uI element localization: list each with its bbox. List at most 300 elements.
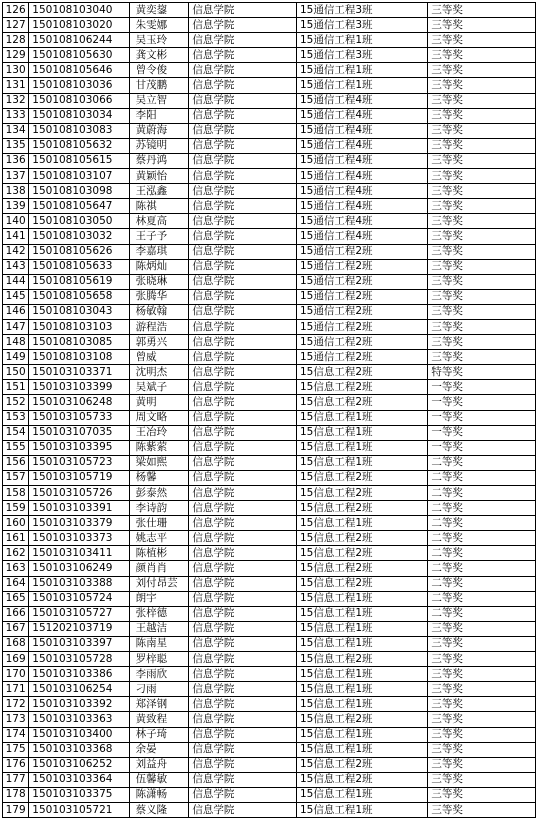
student-name-cell: 伍馨敏: [129, 772, 189, 787]
class-name-cell: 15信息工程1班: [296, 516, 427, 531]
row-number-cell: 154: [3, 425, 29, 440]
student-name-cell: 吴立智: [129, 93, 189, 108]
award-level-cell: 三等奖: [428, 33, 536, 48]
row-number-cell: 133: [3, 108, 29, 123]
college-cell: 信息学院: [189, 350, 297, 365]
class-name-cell: 15通信工程2班: [296, 289, 427, 304]
class-name-cell: 15信息工程2班: [296, 395, 427, 410]
college-cell: 信息学院: [189, 365, 297, 380]
class-name-cell: 15信息工程2班: [296, 712, 427, 727]
row-number-cell: 138: [3, 184, 29, 199]
award-level-cell: 二等奖: [428, 561, 536, 576]
row-number-cell: 174: [3, 727, 29, 742]
college-cell: 信息学院: [189, 199, 297, 214]
table-row: [3, 531, 536, 546]
college-cell: 信息学院: [189, 78, 297, 93]
table-row: [3, 455, 536, 470]
college-cell: 信息学院: [189, 259, 297, 274]
college-cell: 信息学院: [189, 621, 297, 636]
college-cell: 信息学院: [189, 636, 297, 651]
class-name-cell: 15通信工程1班: [296, 33, 427, 48]
row-number-cell: 142: [3, 244, 29, 259]
award-level-cell: 三等奖: [428, 259, 536, 274]
class-name-cell: 15通信工程2班: [296, 244, 427, 259]
student-name-cell: 曾令俊: [129, 63, 189, 78]
table-row: [3, 682, 536, 697]
row-number-cell: 171: [3, 682, 29, 697]
row-number-cell: 155: [3, 440, 29, 455]
college-cell: 信息学院: [189, 380, 297, 395]
college-cell: 信息学院: [189, 576, 297, 591]
college-cell: 信息学院: [189, 93, 297, 108]
college-cell: 信息学院: [189, 772, 297, 787]
student-id-cell: 150103106248: [29, 395, 129, 410]
row-number-cell: 164: [3, 576, 29, 591]
student-id-cell: 150103103400: [29, 727, 129, 742]
class-name-cell: 15信息工程1班: [296, 636, 427, 651]
award-level-cell: 二等奖: [428, 501, 536, 516]
college-cell: 信息学院: [189, 138, 297, 153]
row-number-cell: 127: [3, 18, 29, 33]
award-level-cell: 三等奖: [428, 621, 536, 636]
class-name-cell: 15信息工程1班: [296, 455, 427, 470]
award-level-cell: 三等奖: [428, 63, 536, 78]
row-number-cell: 146: [3, 304, 29, 319]
student-name-cell: 林夏高: [129, 214, 189, 229]
student-name-cell: 陈紫萦: [129, 440, 189, 455]
college-cell: 信息学院: [189, 531, 297, 546]
student-name-cell: 李嘉琪: [129, 244, 189, 259]
award-level-cell: 三等奖: [428, 697, 536, 712]
student-id-cell: 150108105658: [29, 289, 129, 304]
table-row: [3, 757, 536, 772]
student-name-cell: 沈明杰: [129, 365, 189, 380]
college-cell: 信息学院: [189, 48, 297, 63]
table-row: [3, 667, 536, 682]
college-cell: 信息学院: [189, 244, 297, 259]
college-cell: 信息学院: [189, 63, 297, 78]
college-cell: 信息学院: [189, 289, 297, 304]
table-row: [3, 274, 536, 289]
student-id-cell: 150103106252: [29, 757, 129, 772]
table-row: [3, 18, 536, 33]
student-name-cell: 曾威: [129, 350, 189, 365]
college-cell: 信息学院: [189, 697, 297, 712]
student-name-cell: 李诗韵: [129, 501, 189, 516]
row-number-cell: 163: [3, 561, 29, 576]
student-name-cell: 蔡义隆: [129, 802, 189, 817]
college-cell: 信息学院: [189, 214, 297, 229]
award-level-cell: 三等奖: [428, 787, 536, 802]
student-name-cell: 朗宇: [129, 591, 189, 606]
award-level-cell: 三等奖: [428, 319, 536, 334]
row-number-cell: 148: [3, 335, 29, 350]
student-id-cell: 150108103066: [29, 93, 129, 108]
college-cell: 信息学院: [189, 787, 297, 802]
student-name-cell: 王子予: [129, 229, 189, 244]
student-id-cell: 150108105615: [29, 153, 129, 168]
table-row: [3, 652, 536, 667]
award-level-cell: 三等奖: [428, 93, 536, 108]
student-name-cell: 彭泰然: [129, 486, 189, 501]
award-level-cell: 三等奖: [428, 335, 536, 350]
class-name-cell: 15信息工程2班: [296, 365, 427, 380]
table-row: [3, 289, 536, 304]
table-row: [3, 48, 536, 63]
student-id-cell: 150108105626: [29, 244, 129, 259]
class-name-cell: 15信息工程1班: [296, 802, 427, 817]
class-name-cell: 15信息工程1班: [296, 591, 427, 606]
student-id-cell: 151202103719: [29, 621, 129, 636]
table-row: [3, 787, 536, 802]
row-number-cell: 132: [3, 93, 29, 108]
class-name-cell: 15信息工程2班: [296, 501, 427, 516]
student-id-cell: 150103103395: [29, 440, 129, 455]
college-cell: 信息学院: [189, 319, 297, 334]
class-name-cell: 15信息工程1班: [296, 742, 427, 757]
award-level-cell: 三等奖: [428, 727, 536, 742]
student-id-cell: 150108103036: [29, 78, 129, 93]
college-cell: 信息学院: [189, 667, 297, 682]
student-id-cell: 150103103364: [29, 772, 129, 787]
table-row: [3, 742, 536, 757]
award-level-cell: 二等奖: [428, 516, 536, 531]
college-cell: 信息学院: [189, 757, 297, 772]
class-name-cell: 15信息工程1班: [296, 697, 427, 712]
table-row: [3, 138, 536, 153]
class-name-cell: 15信息工程2班: [296, 546, 427, 561]
row-number-cell: 157: [3, 470, 29, 485]
table-row: [3, 486, 536, 501]
student-name-cell: 朱雯娜: [129, 18, 189, 33]
table-row: [3, 319, 536, 334]
award-level-cell: 二等奖: [428, 576, 536, 591]
student-name-cell: 王越洁: [129, 621, 189, 636]
student-name-cell: 刘付昂芸: [129, 576, 189, 591]
student-name-cell: 李雨欣: [129, 667, 189, 682]
student-name-cell: 黄奕鋆: [129, 3, 189, 18]
row-number-cell: 136: [3, 153, 29, 168]
student-id-cell: 150103103397: [29, 636, 129, 651]
award-level-cell: 三等奖: [428, 652, 536, 667]
class-name-cell: 15信息工程1班: [296, 667, 427, 682]
row-number-cell: 151: [3, 380, 29, 395]
award-level-cell: 三等奖: [428, 229, 536, 244]
college-cell: 信息学院: [189, 470, 297, 485]
table-row: [3, 304, 536, 319]
table-row: [3, 516, 536, 531]
table-row: [3, 153, 536, 168]
class-name-cell: 15信息工程2班: [296, 531, 427, 546]
award-level-cell: 三等奖: [428, 712, 536, 727]
class-name-cell: 15通信工程1班: [296, 78, 427, 93]
student-name-cell: 陈炳灿: [129, 259, 189, 274]
row-number-cell: 140: [3, 214, 29, 229]
award-level-cell: 三等奖: [428, 757, 536, 772]
student-id-cell: 150103103388: [29, 576, 129, 591]
college-cell: 信息学院: [189, 425, 297, 440]
table-row: [3, 335, 536, 350]
student-name-cell: 龚文彬: [129, 48, 189, 63]
class-name-cell: 15信息工程1班: [296, 682, 427, 697]
student-id-cell: 150103105727: [29, 606, 129, 621]
student-id-cell: 150108105646: [29, 63, 129, 78]
college-cell: 信息学院: [189, 652, 297, 667]
row-number-cell: 179: [3, 802, 29, 817]
student-name-cell: 郑泽钢: [129, 697, 189, 712]
college-cell: 信息学院: [189, 486, 297, 501]
student-id-cell: 150108105647: [29, 199, 129, 214]
college-cell: 信息学院: [189, 395, 297, 410]
row-number-cell: 139: [3, 199, 29, 214]
college-cell: 信息学院: [189, 727, 297, 742]
row-number-cell: 144: [3, 274, 29, 289]
table-row: [3, 591, 536, 606]
table-row: [3, 350, 536, 365]
row-number-cell: 166: [3, 606, 29, 621]
student-id-cell: 150108103043: [29, 304, 129, 319]
class-name-cell: 15信息工程1班: [296, 727, 427, 742]
row-number-cell: 141: [3, 229, 29, 244]
student-name-cell: 周文略: [129, 410, 189, 425]
class-name-cell: 15通信工程4班: [296, 153, 427, 168]
student-id-cell: 150103103375: [29, 787, 129, 802]
college-cell: 信息学院: [189, 516, 297, 531]
student-id-cell: 150103103363: [29, 712, 129, 727]
row-number-cell: 134: [3, 123, 29, 138]
college-cell: 信息学院: [189, 3, 297, 18]
student-name-cell: 吴斌子: [129, 380, 189, 395]
college-cell: 信息学院: [189, 591, 297, 606]
award-level-cell: 三等奖: [428, 169, 536, 184]
student-name-cell: 余晏: [129, 742, 189, 757]
student-id-cell: 150103103386: [29, 667, 129, 682]
row-number-cell: 165: [3, 591, 29, 606]
table-row: [3, 712, 536, 727]
college-cell: 信息学院: [189, 606, 297, 621]
award-level-cell: 三等奖: [428, 78, 536, 93]
class-name-cell: 15信息工程1班: [296, 425, 427, 440]
table-row: [3, 108, 536, 123]
award-level-cell: 二等奖: [428, 591, 536, 606]
class-name-cell: 15通信工程1班: [296, 63, 427, 78]
college-cell: 信息学院: [189, 561, 297, 576]
table-row: [3, 546, 536, 561]
college-cell: 信息学院: [189, 229, 297, 244]
table-row: [3, 380, 536, 395]
row-number-cell: 130: [3, 63, 29, 78]
award-level-cell: 三等奖: [428, 3, 536, 18]
table-row: [3, 214, 536, 229]
class-name-cell: 15信息工程2班: [296, 470, 427, 485]
class-name-cell: 15通信工程4班: [296, 138, 427, 153]
class-name-cell: 15通信工程2班: [296, 335, 427, 350]
class-name-cell: 15信息工程1班: [296, 606, 427, 621]
table-row: [3, 63, 536, 78]
row-number-cell: 169: [3, 652, 29, 667]
award-level-cell: 三等奖: [428, 289, 536, 304]
college-cell: 信息学院: [189, 501, 297, 516]
student-id-cell: 150103105719: [29, 470, 129, 485]
table-row: [3, 410, 536, 425]
row-number-cell: 129: [3, 48, 29, 63]
award-level-cell: 一等奖: [428, 380, 536, 395]
student-name-cell: 陈植彬: [129, 546, 189, 561]
row-number-cell: 172: [3, 697, 29, 712]
row-number-cell: 149: [3, 350, 29, 365]
table-row: [3, 93, 536, 108]
award-level-cell: 二等奖: [428, 486, 536, 501]
student-name-cell: 蔡丹鸿: [129, 153, 189, 168]
table-row: [3, 229, 536, 244]
award-level-cell: 三等奖: [428, 184, 536, 199]
award-level-cell: 三等奖: [428, 153, 536, 168]
row-number-cell: 159: [3, 501, 29, 516]
row-number-cell: 173: [3, 712, 29, 727]
award-level-cell: 特等奖: [428, 365, 536, 380]
student-name-cell: 杨馨: [129, 470, 189, 485]
student-id-cell: 150103103368: [29, 742, 129, 757]
student-id-cell: 150103105733: [29, 410, 129, 425]
table-row: [3, 199, 536, 214]
award-level-cell: 三等奖: [428, 742, 536, 757]
college-cell: 信息学院: [189, 410, 297, 425]
class-name-cell: 15信息工程2班: [296, 561, 427, 576]
row-number-cell: 128: [3, 33, 29, 48]
student-name-cell: 吴玉玲: [129, 33, 189, 48]
student-name-cell: 张梓德: [129, 606, 189, 621]
college-cell: 信息学院: [189, 123, 297, 138]
table-row: [3, 3, 536, 18]
class-name-cell: 15通信工程4班: [296, 184, 427, 199]
row-number-cell: 161: [3, 531, 29, 546]
student-name-cell: 郭勇兴: [129, 335, 189, 350]
student-name-cell: 罗梓聪: [129, 652, 189, 667]
student-name-cell: 张腾华: [129, 289, 189, 304]
award-level-cell: 三等奖: [428, 138, 536, 153]
student-name-cell: 张晓琳: [129, 274, 189, 289]
row-number-cell: 176: [3, 757, 29, 772]
award-level-cell: 三等奖: [428, 772, 536, 787]
student-name-cell: 李阳: [129, 108, 189, 123]
table-row: [3, 33, 536, 48]
class-name-cell: 15通信工程3班: [296, 48, 427, 63]
student-id-cell: 150108103085: [29, 335, 129, 350]
table-row: [3, 802, 536, 817]
class-name-cell: 15通信工程4班: [296, 229, 427, 244]
class-name-cell: 15信息工程2班: [296, 757, 427, 772]
row-number-cell: 150: [3, 365, 29, 380]
college-cell: 信息学院: [189, 546, 297, 561]
award-level-cell: 三等奖: [428, 682, 536, 697]
student-id-cell: 150108103020: [29, 18, 129, 33]
college-cell: 信息学院: [189, 335, 297, 350]
row-number-cell: 168: [3, 636, 29, 651]
award-level-cell: 一等奖: [428, 425, 536, 440]
class-name-cell: 15信息工程1班: [296, 440, 427, 455]
table-row: [3, 259, 536, 274]
table-row: [3, 244, 536, 259]
award-level-cell: 三等奖: [428, 123, 536, 138]
college-cell: 信息学院: [189, 455, 297, 470]
class-name-cell: 15信息工程1班: [296, 410, 427, 425]
table-row: [3, 561, 536, 576]
row-number-cell: 167: [3, 621, 29, 636]
award-level-cell: 三等奖: [428, 214, 536, 229]
award-level-cell: 一等奖: [428, 410, 536, 425]
student-id-cell: 150108105632: [29, 138, 129, 153]
student-name-cell: 林子琦: [129, 727, 189, 742]
row-number-cell: 145: [3, 289, 29, 304]
class-name-cell: 15信息工程2班: [296, 772, 427, 787]
award-level-cell: 三等奖: [428, 350, 536, 365]
student-name-cell: 颜肖肖: [129, 561, 189, 576]
award-level-cell: 三等奖: [428, 199, 536, 214]
award-level-cell: 三等奖: [428, 18, 536, 33]
student-id-cell: 150108103040: [29, 3, 129, 18]
class-name-cell: 15通信工程2班: [296, 274, 427, 289]
student-id-cell: 150103106254: [29, 682, 129, 697]
row-number-cell: 178: [3, 787, 29, 802]
row-number-cell: 153: [3, 410, 29, 425]
award-level-cell: 二等奖: [428, 531, 536, 546]
row-number-cell: 175: [3, 742, 29, 757]
student-name-cell: 苏镜明: [129, 138, 189, 153]
student-id-cell: 150103103373: [29, 531, 129, 546]
student-name-cell: 陈潇畅: [129, 787, 189, 802]
student-name-cell: 甘茂鹏: [129, 78, 189, 93]
table-row: [3, 697, 536, 712]
table-row: [3, 184, 536, 199]
college-cell: 信息学院: [189, 304, 297, 319]
student-id-cell: 150108103098: [29, 184, 129, 199]
student-name-cell: 陈南星: [129, 636, 189, 651]
student-id-cell: 150108105630: [29, 48, 129, 63]
student-name-cell: 黄蔚海: [129, 123, 189, 138]
row-number-cell: 156: [3, 455, 29, 470]
student-name-cell: 姚志平: [129, 531, 189, 546]
student-id-cell: 150103105728: [29, 652, 129, 667]
class-name-cell: 15通信工程2班: [296, 304, 427, 319]
table-row: [3, 727, 536, 742]
college-cell: 信息学院: [189, 184, 297, 199]
student-name-cell: 黄致程: [129, 712, 189, 727]
student-id-cell: 150103103411: [29, 546, 129, 561]
student-name-cell: 陈祺: [129, 199, 189, 214]
award-level-cell: 三等奖: [428, 244, 536, 259]
college-cell: 信息学院: [189, 33, 297, 48]
class-name-cell: 15信息工程1班: [296, 787, 427, 802]
college-cell: 信息学院: [189, 108, 297, 123]
student-name-cell: 刘益舟: [129, 757, 189, 772]
class-name-cell: 15信息工程2班: [296, 380, 427, 395]
table-row: [3, 440, 536, 455]
table-row: [3, 425, 536, 440]
college-cell: 信息学院: [189, 802, 297, 817]
student-id-cell: 150108105633: [29, 259, 129, 274]
table-row: [3, 606, 536, 621]
class-name-cell: 15信息工程2班: [296, 576, 427, 591]
table-row: [3, 470, 536, 485]
table-row: [3, 169, 536, 184]
class-name-cell: 15通信工程4班: [296, 123, 427, 138]
table-row: [3, 636, 536, 651]
row-number-cell: 170: [3, 667, 29, 682]
class-name-cell: 15通信工程4班: [296, 199, 427, 214]
college-cell: 信息学院: [189, 742, 297, 757]
student-id-cell: 150103107035: [29, 425, 129, 440]
student-id-cell: 150103103379: [29, 516, 129, 531]
